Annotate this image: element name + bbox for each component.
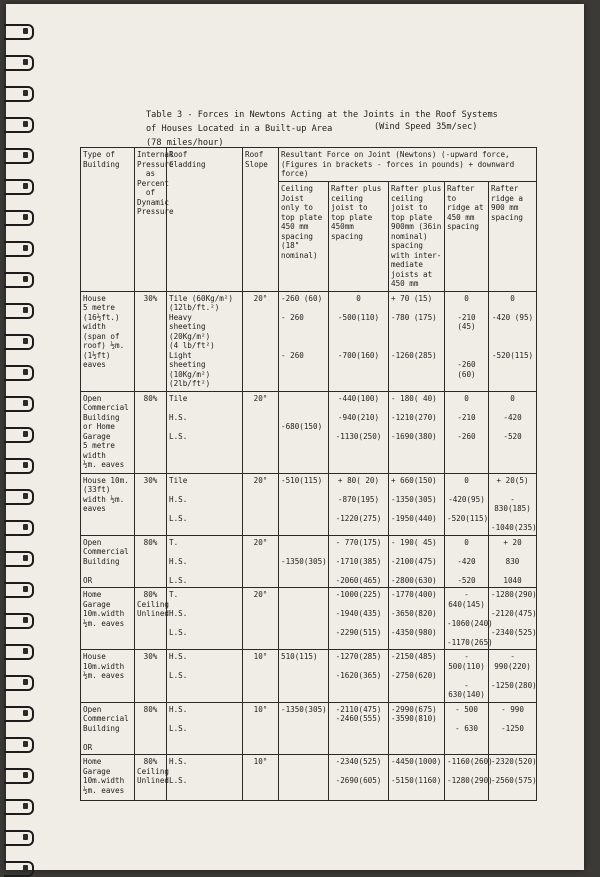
cell-c5: 0 -420 (95) -520(115) bbox=[489, 291, 537, 391]
cell-c5: -2320(520) -2560(575) bbox=[489, 755, 537, 801]
cell-cladding: Tile H.S. L.S. bbox=[167, 473, 243, 535]
cell-c2: -1270(285) -1620(365) bbox=[329, 650, 389, 703]
binding-ring bbox=[4, 644, 34, 660]
cell-c3: + 660(150) -1350(305) -1950(440) bbox=[389, 473, 445, 535]
cell-c4: 0 -210 -260 bbox=[445, 391, 489, 473]
header-col-3: Rafter plus ceiling joist to top plate 900mm (36in nominal) spacing with inter- mediate joists at 450 mm bbox=[389, 182, 445, 292]
header-col-2: Rafter plus ceiling joist to top plate 450mm spacing bbox=[329, 182, 389, 292]
forces-table bbox=[80, 147, 537, 801]
cell-slope: 20° bbox=[243, 473, 279, 535]
binding-ring bbox=[4, 861, 34, 877]
header-cladding: Roof Cladding bbox=[167, 148, 243, 292]
cell-cladding: T. H.S. L.S. bbox=[167, 588, 243, 650]
cell-c4: - 640(145) -1060(240) -1170(265) bbox=[445, 588, 489, 650]
cell-c3: -2150(485) -2750(620) bbox=[389, 650, 445, 703]
binding-ring bbox=[4, 148, 34, 164]
cell-c2: -2340(525) -2690(605) bbox=[329, 755, 389, 801]
table-row bbox=[81, 535, 537, 588]
cell-cladding: Tile (60Kg/m²) (12lb/ft.²) Heavy sheeting (20Kg/m²) (4 lb/ft²) Light sheeting (10Kg/m²) (2lb/ft²) bbox=[167, 291, 243, 391]
title-line-3: (78 miles/hour) bbox=[146, 138, 224, 148]
cell-c5: -1280(290) -2120(475) -2340(525) bbox=[489, 588, 537, 650]
binding-ring bbox=[4, 799, 34, 815]
cell-c1: -260 (60) - 260 - 260 bbox=[279, 291, 329, 391]
header-col-5: Rafter ridge a 900 mm spacing bbox=[489, 182, 537, 292]
cell-c2: -440(100) -940(210) -1130(250) bbox=[329, 391, 389, 473]
cell-c3: -4450(1000) -5150(1160) bbox=[389, 755, 445, 801]
cell-c1 bbox=[279, 755, 329, 801]
cell-cladding: H.S. L.S. bbox=[167, 755, 243, 801]
cell-c2: -2110(475) -2460(555) bbox=[329, 702, 389, 755]
binding-ring bbox=[4, 458, 34, 474]
cell-c5: + 20(5) - 830(185) -1040(235) bbox=[489, 473, 537, 535]
table-row bbox=[81, 291, 537, 391]
binding-ring bbox=[4, 613, 34, 629]
table-row bbox=[81, 473, 537, 535]
cell-c1: -510(115) bbox=[279, 473, 329, 535]
cell-c3: - 190( 45) -2100(475) -2800(630) bbox=[389, 535, 445, 588]
cell-c1: 510(115) bbox=[279, 650, 329, 703]
cell-type: Home Garage 10m.width ½m. eaves bbox=[81, 588, 135, 650]
cell-c1 bbox=[279, 588, 329, 650]
binding-ring bbox=[4, 830, 34, 846]
table-row bbox=[81, 588, 537, 650]
cell-c4: -1160(260) -1280(290) bbox=[445, 755, 489, 801]
cell-c4: 0 -210 (45) -260 (60) bbox=[445, 291, 489, 391]
cell-pressure: 80% Ceiling Unlined bbox=[135, 588, 167, 650]
cell-type: Open Commercial Building OR bbox=[81, 535, 135, 588]
title-line-1: Table 3 - Forces in Newtons Acting at the Joints in the Roof Systems bbox=[146, 110, 498, 120]
cell-c4: 0 -420(95) -520(115) bbox=[445, 473, 489, 535]
table-row bbox=[81, 650, 537, 703]
document-page bbox=[6, 4, 584, 870]
header-col-4: Rafter to ridge at 450 mm spacing bbox=[445, 182, 489, 292]
binding-ring bbox=[4, 396, 34, 412]
cell-type: Home Garage 10m.width ½m. eaves bbox=[81, 755, 135, 801]
binding-ring bbox=[4, 768, 34, 784]
cell-type: Open Commercial Building or Home Garage 5 metre width ½m. eaves bbox=[81, 391, 135, 473]
binding-ring bbox=[4, 241, 34, 257]
cell-cladding: H.S. L.S. bbox=[167, 650, 243, 703]
binding-ring bbox=[4, 520, 34, 536]
cell-c1: -1350(305) bbox=[279, 535, 329, 588]
cell-c4: - 500(110) - 630(140) bbox=[445, 650, 489, 703]
binding-ring bbox=[4, 179, 34, 195]
binding-ring bbox=[4, 303, 34, 319]
binding-ring bbox=[4, 365, 34, 381]
cell-type: House 5 metre (16½ft.) width (span of roof) ½m. (1½ft) eaves bbox=[81, 291, 135, 391]
table-row bbox=[81, 755, 537, 801]
binding-ring bbox=[4, 489, 34, 505]
cell-slope: 10° bbox=[243, 702, 279, 755]
cell-c2: 0 -500(110) -700(160) bbox=[329, 291, 389, 391]
cell-c2: + 80( 20) -870(195) -1220(275) bbox=[329, 473, 389, 535]
binding-ring bbox=[4, 272, 34, 288]
binding-ring bbox=[4, 427, 34, 443]
header-type: Type of Building bbox=[81, 148, 135, 292]
cell-c5: - 990 -1250 bbox=[489, 702, 537, 755]
cell-slope: 10° bbox=[243, 650, 279, 703]
binding-ring bbox=[4, 675, 34, 691]
binding-ring bbox=[4, 55, 34, 71]
cell-slope: 20° bbox=[243, 291, 279, 391]
cell-c4: 0 -420 -520 bbox=[445, 535, 489, 588]
cell-type: Open Commercial Building OR bbox=[81, 702, 135, 755]
cell-c2: - 770(175) -1710(385) -2060(465) bbox=[329, 535, 389, 588]
cell-cladding: H.S. L.S. bbox=[167, 702, 243, 755]
binding-ring bbox=[4, 737, 34, 753]
cell-type: House 10m.width ½m. eaves bbox=[81, 650, 135, 703]
binding-ring bbox=[4, 24, 34, 40]
title-line-2: of Houses Located in a Built-up Area bbox=[146, 124, 333, 134]
table-row bbox=[81, 391, 537, 473]
binding-ring bbox=[4, 551, 34, 567]
header-col-1: Ceiling Joist only to top plate 450 mm spacing (18" nominal) bbox=[279, 182, 329, 292]
cell-slope: 20° bbox=[243, 535, 279, 588]
table-row bbox=[81, 702, 537, 755]
cell-pressure: 30% bbox=[135, 473, 167, 535]
cell-c4: - 500 - 630 bbox=[445, 702, 489, 755]
cell-c3: -2990(675) -3590(810) bbox=[389, 702, 445, 755]
header-resultant: Resultant Force on Joint (Newtons) (-upward force, (Figures in brackets - forces in pounds) + downward force) bbox=[279, 148, 537, 182]
cell-pressure: 30% bbox=[135, 650, 167, 703]
cell-c1: -680(150) bbox=[279, 391, 329, 473]
cell-c5: 0 -420 -520 bbox=[489, 391, 537, 473]
cell-slope: 20° bbox=[243, 391, 279, 473]
cell-c5: - 990(220) -1250(280) bbox=[489, 650, 537, 703]
binding-ring bbox=[4, 86, 34, 102]
binding-ring bbox=[4, 334, 34, 350]
cell-pressure: 30% bbox=[135, 291, 167, 391]
cell-c1: -1350(305) bbox=[279, 702, 329, 755]
cell-c5: + 20 830 1040 bbox=[489, 535, 537, 588]
binding-ring bbox=[4, 210, 34, 226]
header-slope: Roof Slope bbox=[243, 148, 279, 292]
cell-type: House 10m. (33ft) width ½m. eaves bbox=[81, 473, 135, 535]
cell-cladding: Tile H.S. L.S. bbox=[167, 391, 243, 473]
cell-cladding: T. H.S. L.S. bbox=[167, 535, 243, 588]
cell-pressure: 80% bbox=[135, 535, 167, 588]
cell-c3: -1770(400) -3650(820) -4350(980) bbox=[389, 588, 445, 650]
cell-pressure: 80% bbox=[135, 702, 167, 755]
cell-slope: 10° bbox=[243, 755, 279, 801]
cell-slope: 20° bbox=[243, 588, 279, 650]
cell-c3: + 70 (15) -780 (175) -1260(285) bbox=[389, 291, 445, 391]
cell-c2: -1000(225) -1940(435) -2290(515) bbox=[329, 588, 389, 650]
header-pressure: Internal Pressure as Percent of Dynamic Pressure bbox=[135, 148, 167, 292]
binding-ring bbox=[4, 117, 34, 133]
binding-ring bbox=[4, 582, 34, 598]
binding-ring bbox=[4, 706, 34, 722]
wind-speed-note: (Wind Speed 35m/sec) bbox=[374, 122, 478, 132]
cell-pressure: 80% bbox=[135, 391, 167, 473]
cell-c3: - 180( 40) -1210(270) -1690(380) bbox=[389, 391, 445, 473]
cell-pressure: 80% Ceiling Unlined bbox=[135, 755, 167, 801]
